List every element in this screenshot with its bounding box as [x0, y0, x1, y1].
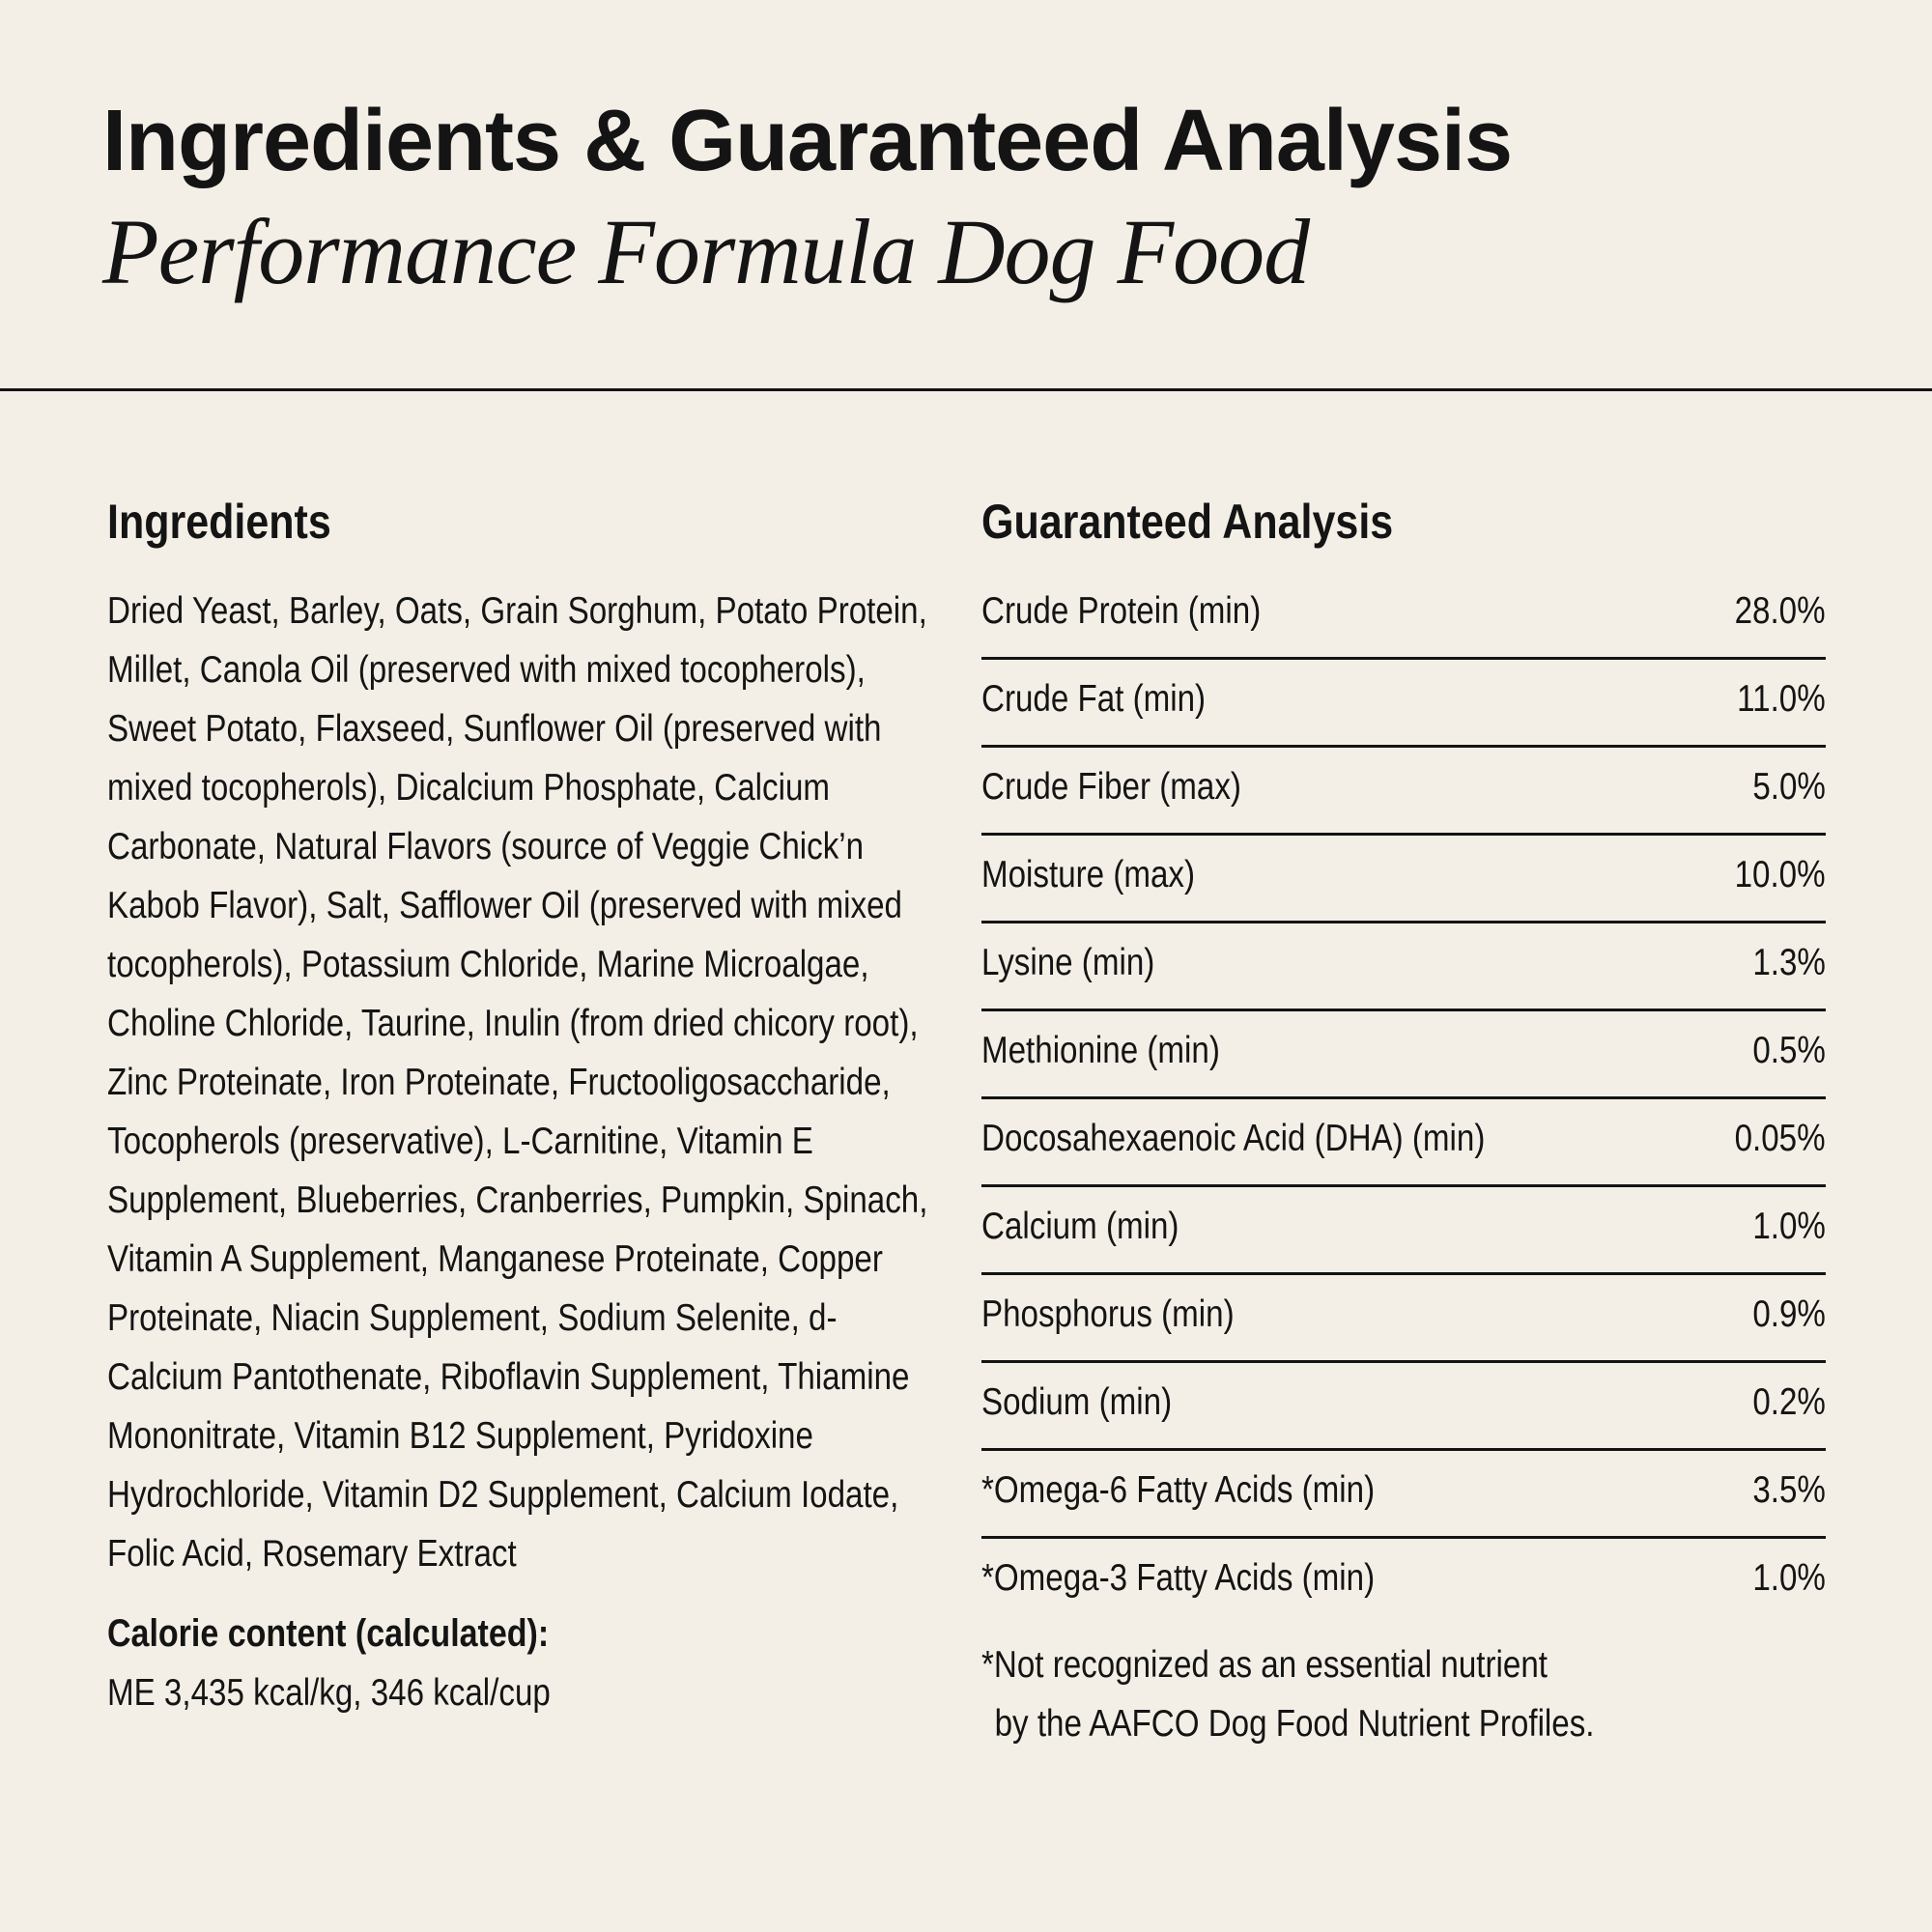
nutrient-value: 0.5%	[1752, 1030, 1826, 1071]
nutrient-value: 1.0%	[1752, 1557, 1826, 1599]
footnote	[981, 1635, 1699, 1753]
analysis-row	[981, 660, 1826, 748]
ingredients-heading: Ingredients	[107, 495, 331, 549]
calorie-content-heading: Calorie content (calculated):	[107, 1612, 550, 1655]
analysis-row	[981, 836, 1826, 923]
nutrient-value: 1.3%	[1752, 942, 1826, 983]
analysis-row	[981, 923, 1826, 1011]
nutrient-value: 10.0%	[1734, 854, 1826, 895]
nutrient-value: 3.5%	[1752, 1469, 1826, 1511]
analysis-row	[981, 1539, 1826, 1624]
analysis-row	[981, 748, 1826, 836]
page-subtitle: Performance Formula Dog Food	[102, 200, 1310, 303]
nutrient-name: Calcium (min)	[981, 1206, 1179, 1247]
nutrient-name: Crude Protein (min)	[981, 590, 1262, 632]
footnote-line-2: by the AAFCO Dog Food Nutrient Profiles.	[994, 1703, 1595, 1745]
nutrient-name: Crude Fat (min)	[981, 678, 1207, 720]
nutrient-value: 11.0%	[1737, 678, 1826, 720]
analysis-row	[981, 1451, 1826, 1539]
nutrient-name: *Omega-6 Fatty Acids (min)	[981, 1469, 1376, 1511]
header-divider	[0, 388, 1932, 391]
nutrient-value: 0.2%	[1752, 1381, 1826, 1423]
nutrient-value: 28.0%	[1734, 590, 1826, 632]
guaranteed-analysis-section	[981, 483, 1826, 1753]
nutrient-name: Methionine (min)	[981, 1030, 1220, 1071]
nutrient-name: Moisture (max)	[981, 854, 1196, 895]
nutrient-value: 5.0%	[1752, 766, 1826, 808]
analysis-row	[981, 572, 1826, 660]
nutrient-name: Docosahexaenoic Acid (DHA) (min)	[981, 1118, 1486, 1159]
calorie-content-value: ME 3,435 kcal/kg, 346 kcal/cup	[107, 1672, 551, 1714]
nutrient-name: Crude Fiber (max)	[981, 766, 1241, 808]
analysis-row	[981, 1275, 1826, 1363]
analysis-row	[981, 1363, 1826, 1451]
analysis-row	[981, 1187, 1826, 1275]
nutrient-name: Lysine (min)	[981, 942, 1155, 983]
nutrient-name: *Omega-3 Fatty Acids (min)	[981, 1557, 1376, 1599]
nutrient-value: 1.0%	[1752, 1206, 1826, 1247]
analysis-row	[981, 1011, 1826, 1099]
ingredients-section	[107, 483, 938, 1722]
nutrient-value: 0.05%	[1734, 1118, 1826, 1159]
guaranteed-analysis-heading: Guaranteed Analysis	[981, 495, 1394, 549]
footnote-line-1: *Not recognized as an essential nutrient	[981, 1644, 1548, 1686]
nutrient-name: Phosphorus (min)	[981, 1293, 1235, 1335]
page-title: Ingredients & Guaranteed Analysis	[102, 93, 1513, 189]
ingredients-list: Dried Yeast, Barley, Oats, Grain Sorghum, Potato Protein, Millet, Canola Oil (preserved with mixed tocopherols), Sweet Potato, Flaxseed, Sunflower Oil (preserved with mixed tocopherols), Dicalcium Phosphate, Calcium Carbonate, Natural Flavors (source of Veggie Chick’n Kabob Flavor), Salt, Safflower Oil (preserved with mixed tocopherols), Potassium Chloride, Marine Microalgae, Choline Chloride, Taurine, Inulin (from dried chicory root), Zinc Proteinate, Iron Proteinate, Fructooligosaccharide, Tocopherols (preservative), L-Carnitine, Vitamin E Supplement, Blueberries, Cranberries, Pumpkin, Spinach, Vitamin A Supplement, Manganese Proteinate, Copper Proteinate, Niacin Supplement, Sodium Selenite, d-Calcium Pantothenate, Riboflavin Supplement, Thiamine Mononitrate, Vitamin B12 Supplement, Pyridoxine Hydrochloride, Vitamin D2 Supplement, Calcium Iodate, Folic Acid, Rosemary Extract	[107, 590, 928, 1575]
nutrient-value: 0.9%	[1752, 1293, 1826, 1335]
analysis-row	[981, 1099, 1826, 1187]
analysis-table	[981, 572, 1826, 1624]
nutrient-name: Sodium (min)	[981, 1381, 1173, 1423]
